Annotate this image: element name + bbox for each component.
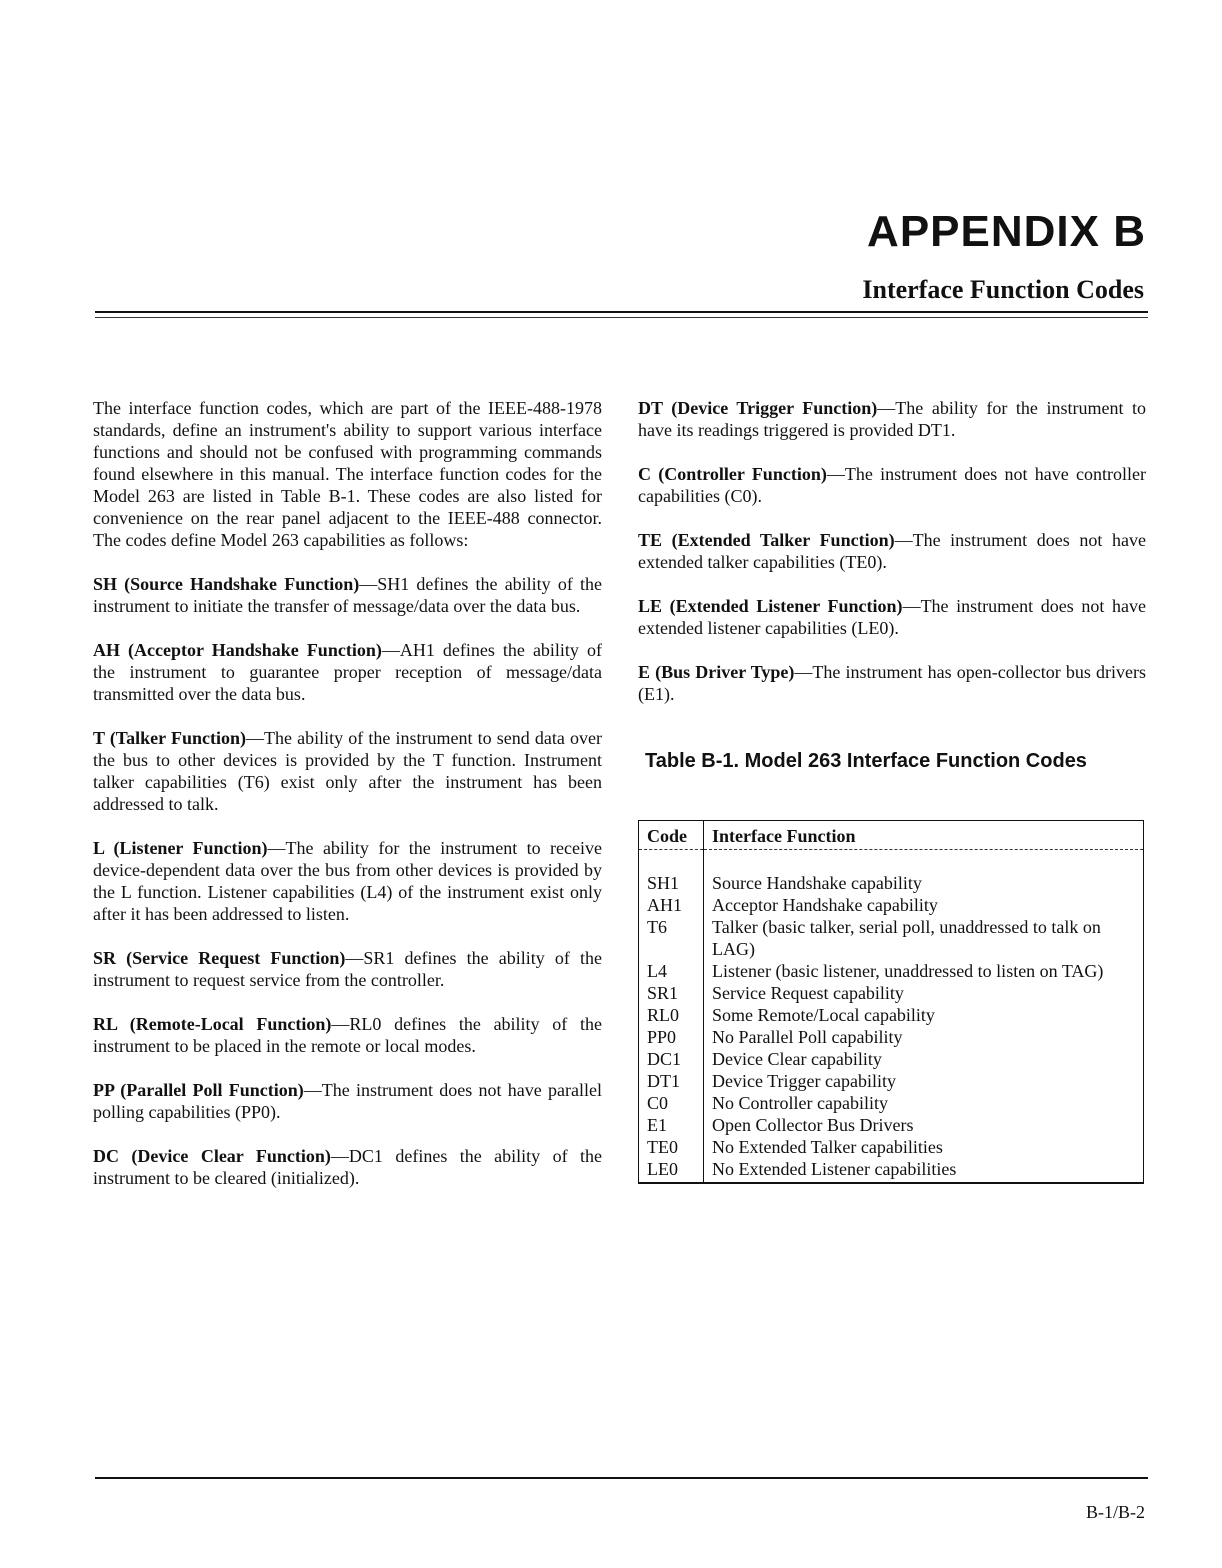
intro-paragraph: The interface function codes, which are part of the IEEE-488-1978 standards, define an instrument's ability to support various interface functions and should not be confused with programming commands found elsewhere in this manual. The interface function codes for the Model 263 are listed in Table B-1. These codes are also listed for convenience on the rear panel adjacent to the IEEE-488 connector. The codes define Model 263 capabilities as follows:	[93, 398, 602, 550]
table-row	[639, 1158, 1144, 1183]
function-description: —AH1 defines the ability of the instrument to guarantee proper reception of message/data transmitted over the data bus.	[93, 640, 602, 704]
function-cell: Listener (basic listener, unaddressed to listen on TAG)	[712, 961, 1104, 981]
table-spacer-row	[639, 850, 1144, 873]
code-cell: SH1	[639, 872, 704, 894]
function-dt	[638, 397, 1146, 441]
function-term: PP (Parallel Poll Function)	[93, 1080, 304, 1100]
function-pp	[93, 1079, 602, 1123]
function-description: —SR1 defines the ability of the instrument to request service from the controller.	[93, 948, 602, 990]
footer-rule	[95, 1477, 1148, 1479]
column-header-function: Interface Function	[704, 821, 1144, 850]
table-row	[639, 1004, 1144, 1026]
function-term: SR (Service Request Function)	[93, 948, 346, 968]
function-description: —The ability for the instrument to have its readings triggered is provided DT1.	[638, 398, 1146, 440]
code-cell: AH1	[639, 894, 704, 916]
function-term: DT (Device Trigger Function)	[638, 398, 878, 418]
function-term: DC (Device Clear Function)	[93, 1146, 331, 1166]
function-cell: Device Clear capability	[712, 1049, 882, 1069]
function-description: —The instrument does not have controller capabilities (C0).	[638, 464, 1146, 506]
function-sr	[93, 947, 602, 991]
table-row	[639, 872, 1144, 894]
function-term: SH (Source Handshake Function)	[93, 574, 360, 594]
table-row	[639, 960, 1144, 982]
right-column	[638, 397, 1146, 773]
appendix-title: APPENDIX B	[867, 207, 1146, 256]
function-description: —DC1 defines the ability of the instrument to be cleared (initialized).	[93, 1146, 602, 1188]
function-cell: Service Request capability	[712, 983, 904, 1003]
function-rl	[93, 1013, 602, 1057]
function-term: LE (Extended Listener Function)	[638, 596, 903, 616]
function-description: —The ability for the instrument to receive device-dependent data over the bus from other devices is provided by the L function. Listener capabilities (L4) of the instrument exist only after it has been addressed to listen.	[93, 838, 602, 924]
function-sh	[93, 573, 602, 617]
function-description: —RL0 defines the ability of the instrument to be placed in the remote or local modes.	[93, 1014, 602, 1056]
table-row	[639, 1070, 1144, 1092]
code-cell: SR1	[639, 982, 704, 1004]
function-ah	[93, 639, 602, 705]
table-row	[639, 894, 1144, 916]
function-term: E (Bus Driver Type)	[638, 662, 795, 682]
code-cell: RL0	[639, 1004, 704, 1026]
code-cell: T6	[639, 916, 704, 960]
function-term: TE (Extended Talker Function)	[638, 530, 895, 550]
table-header-row	[639, 821, 1144, 850]
page-number: B-1/B-2	[1085, 1502, 1145, 1522]
code-cell: E1	[639, 1114, 704, 1136]
function-t	[93, 727, 602, 815]
function-term: RL (Remote-Local Function)	[93, 1014, 332, 1034]
function-cell: Source Handshake capability	[712, 873, 922, 893]
function-description: —The instrument does not have parallel polling capabilities (PP0).	[93, 1080, 602, 1122]
function-description: —The instrument does not have extended listener capabilities (LE0).	[638, 596, 1147, 638]
appendix-subtitle: Interface Function Codes	[862, 275, 1144, 304]
table-row	[639, 916, 1144, 960]
code-cell: DC1	[639, 1048, 704, 1070]
table-row	[639, 1092, 1144, 1114]
function-description: —The instrument does not have extended talker capabilities (TE0).	[638, 530, 1147, 572]
function-cell: Some Remote/Local capability	[712, 1005, 935, 1025]
function-l	[93, 837, 602, 925]
function-term: T (Talker Function)	[93, 728, 246, 748]
table-row	[639, 1048, 1144, 1070]
table-row	[639, 1026, 1144, 1048]
function-te	[638, 529, 1146, 573]
table-row	[639, 1114, 1144, 1136]
interface-function-table	[638, 820, 1144, 1184]
function-cell: No Extended Listener capabilities	[712, 1159, 957, 1179]
function-dc	[93, 1145, 602, 1189]
function-cell: No Controller capability	[712, 1093, 888, 1113]
function-cell: Acceptor Handshake capability	[712, 895, 938, 915]
table-row	[639, 1136, 1144, 1158]
function-term: C (Controller Function)	[638, 464, 827, 484]
table-title: Table B-1. Model 263 Interface Function Codes	[645, 750, 1087, 772]
function-cell: No Extended Talker capabilities	[712, 1137, 943, 1157]
function-cell: No Parallel Poll capability	[712, 1027, 903, 1047]
function-e	[638, 661, 1146, 705]
header-rule-thin	[95, 317, 1148, 318]
function-description: —SH1 defines the ability of the instrument to initiate the transfer of message/data over the data bus.	[93, 574, 602, 616]
code-cell: PP0	[639, 1026, 704, 1048]
function-term: L (Listener Function)	[93, 838, 268, 858]
table-row	[639, 982, 1144, 1004]
function-description: —The instrument has open-collector bus drivers (E1).	[638, 662, 1146, 704]
function-description: —The ability of the instrument to send data over the bus to other devices is provided by the T function. Instrument talker capabilities (T6) exist only after the instrument has been addressed to talk.	[93, 728, 602, 814]
code-cell: L4	[639, 960, 704, 982]
function-cell: Device Trigger capability	[712, 1071, 896, 1091]
left-column	[93, 397, 602, 1211]
code-cell: DT1	[639, 1070, 704, 1092]
function-term: AH (Acceptor Handshake Function)	[93, 640, 382, 660]
column-header-code: Code	[639, 821, 704, 850]
code-cell: LE0	[639, 1158, 704, 1183]
code-cell: C0	[639, 1092, 704, 1114]
code-cell: TE0	[639, 1136, 704, 1158]
function-cell: Open Collector Bus Drivers	[712, 1115, 914, 1135]
function-le	[638, 595, 1146, 639]
header-rule	[95, 311, 1148, 313]
function-c	[638, 463, 1146, 507]
function-cell: Talker (basic talker, serial poll, unaddressed to talk on LAG)	[712, 917, 1101, 959]
